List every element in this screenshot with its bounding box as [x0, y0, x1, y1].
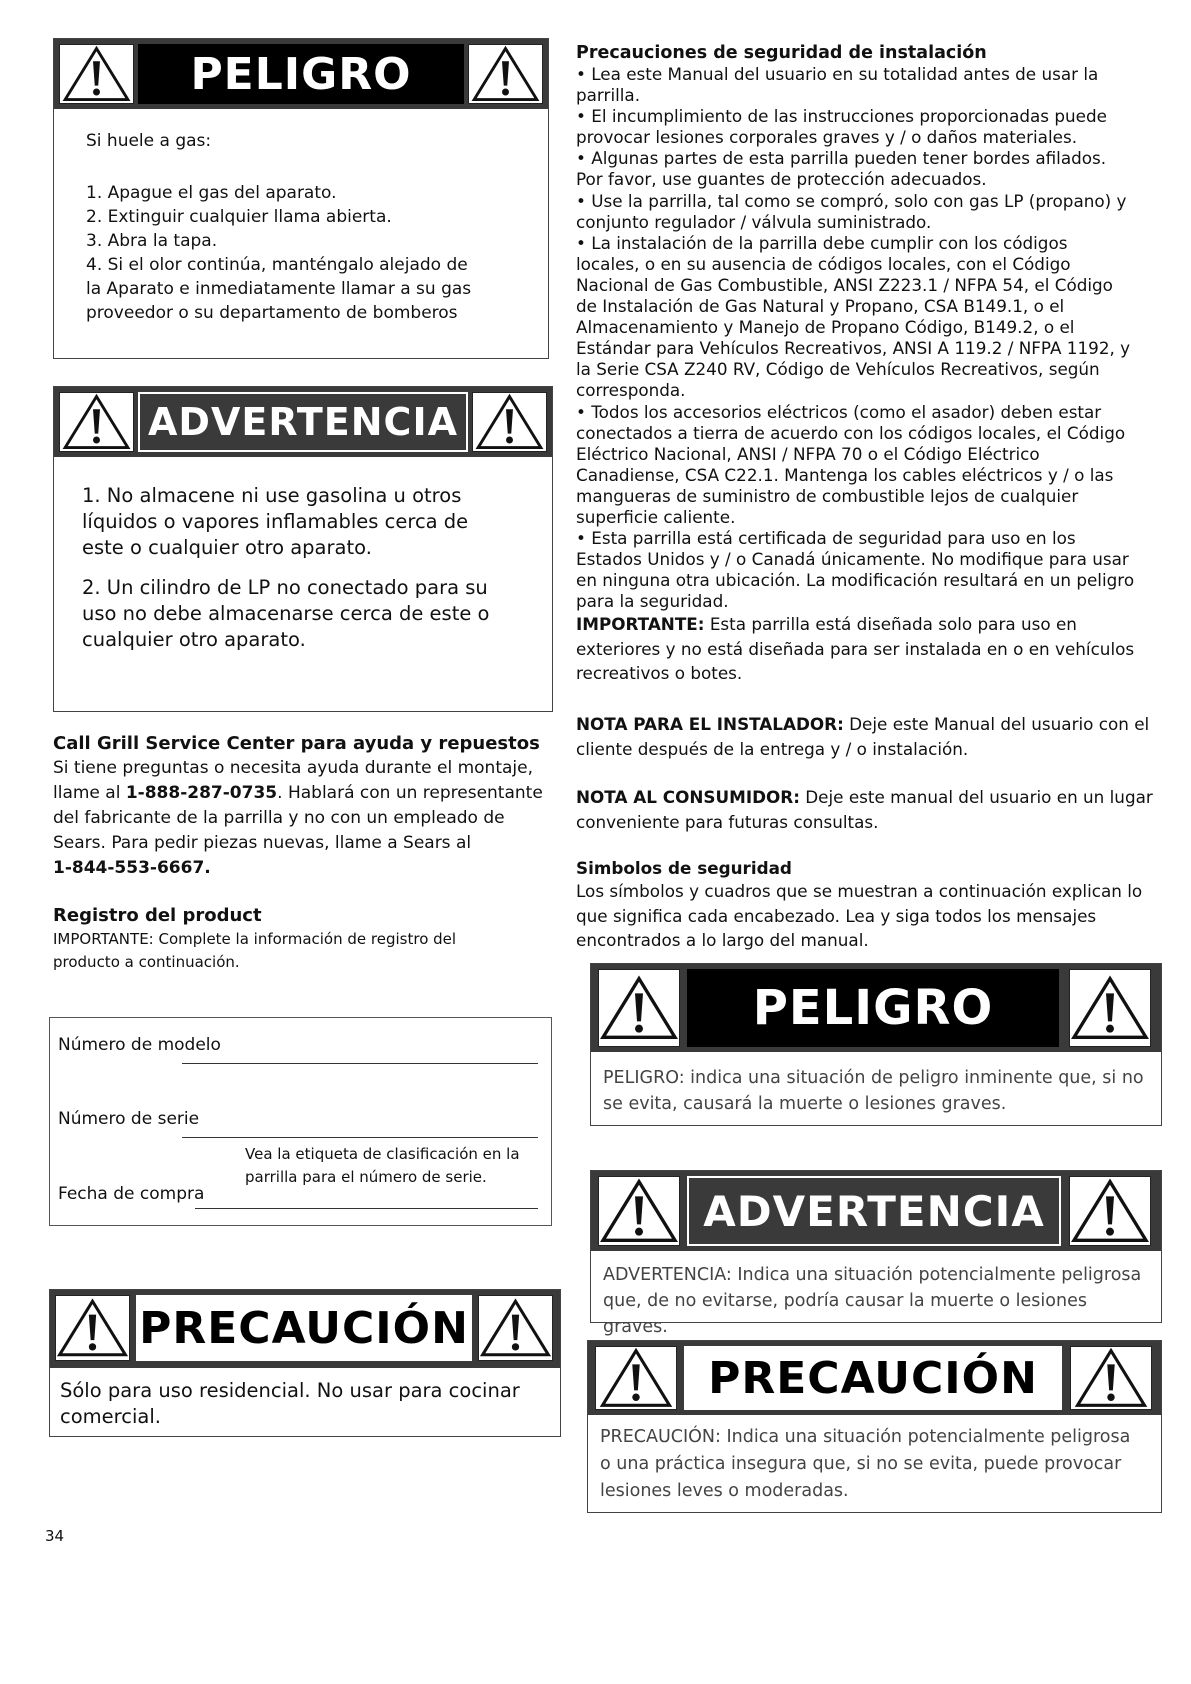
install-section	[576, 42, 1176, 686]
install-line: en ninguna otra ubicación. La modificación resultará en un peligro	[576, 570, 1135, 591]
install-line: • El incumplimiento de las instrucciones proporcionadas puede	[576, 106, 1107, 127]
registration-section	[53, 904, 563, 974]
install-line: conectados a tierra de acuerdo con los códigos locales, el Código	[576, 422, 1126, 443]
caution-definition-line: o una práctica insegura que, si no se evita, puede provocar	[600, 1454, 1122, 1474]
install-line: Estándar para Vehículos Recreativos, ANSI A 119.2 / NFPA 1192, y	[576, 338, 1131, 359]
caution-body	[60, 1378, 552, 1430]
warning-triangle-icon	[598, 1176, 680, 1246]
warning-box-1	[53, 386, 553, 712]
danger-step: la Aparato e inmediatamente llamar a su gas	[86, 279, 472, 299]
service-section	[53, 732, 563, 881]
symbols-line: Los símbolos y cuadros que se muestran a continuación explican lo	[576, 881, 1143, 901]
warning-title: ADVERTENCIA	[687, 1176, 1061, 1246]
warning-triangle-icon	[1070, 1346, 1152, 1410]
warning-triangle-icon	[598, 969, 680, 1047]
symbols-heading: Simbolos de seguridad	[576, 858, 792, 878]
caution-definition-line: PRECAUCIÓN: Indica una situación potencialmente peligrosa	[600, 1427, 1131, 1447]
important-line: recreativos o botes.	[576, 663, 743, 684]
install-line: Almacenamiento y Manejo de Propano Código, B149.2, o el	[576, 317, 1075, 338]
consumer-note: NOTA AL CONSUMIDOR: Deje este manual del usuario en un lugar conveniente para futuras consultas.	[576, 785, 1186, 834]
warning-definition-line: que, de no evitarse, podría causar la muerte o lesiones graves.	[603, 1291, 1087, 1337]
warning-triangle-icon	[1069, 969, 1151, 1047]
caution-line: Sólo para uso residencial. No usar para cocinar	[60, 1379, 520, 1402]
symbols-section	[576, 858, 1186, 953]
install-line: para la seguridad.	[576, 591, 729, 612]
warning-triangle-icon	[595, 1346, 677, 1410]
install-line: Eléctrico Nacional, ANSI / NFPA 70 o el Código Eléctrico	[576, 443, 1040, 464]
warning-line: este o cualquier otro aparato.	[82, 536, 372, 559]
caution-box-1	[49, 1289, 561, 1437]
important-label: IMPORTANTE:	[576, 614, 705, 635]
install-line: • Esta parrilla está certificada de seguridad para uso en los	[576, 528, 1076, 549]
install-line: Estados Unidos y / o Canadá únicamente. No modifique para usar	[576, 549, 1129, 570]
install-line: • Todos los accesorios eléctricos (como el asador) deben estar	[576, 401, 1102, 422]
symbols-line: encontrados a lo largo del manual.	[576, 930, 869, 950]
install-line: parrilla.	[576, 85, 641, 106]
install-important	[576, 612, 1176, 686]
danger-box-1	[53, 38, 549, 359]
install-line: • Algunas partes de esta parrilla pueden tener bordes afilados.	[576, 148, 1107, 169]
warning-triangle-icon	[59, 44, 134, 104]
warning-line: cualquier otro aparato.	[82, 628, 306, 651]
important-line: exteriores y no está diseñada para ser instalada en o en vehículos	[576, 638, 1135, 659]
model-number-line[interactable]	[182, 1063, 538, 1064]
warning-definition-line: ADVERTENCIA: Indica una situación potencialmente peligrosa	[603, 1265, 1142, 1285]
warning-line: uso no debe almacenarse cerca de este o	[82, 602, 490, 625]
warning-triangle-icon	[1069, 1176, 1151, 1246]
caution-title: PRECAUCIÓN	[684, 1346, 1062, 1410]
warning-box-2	[590, 1170, 1162, 1337]
important-line: IMPORTANTE: Esta parrilla está diseñada solo para uso en	[576, 614, 1077, 635]
warning-line: 1. No almacene ni use gasolina u otros	[82, 484, 462, 507]
danger-definition-line: se evita, causará la muerte o lesiones graves.	[603, 1094, 1007, 1114]
service-line: Si tiene preguntas o necesita ayuda durante el montaje,	[53, 758, 533, 778]
danger-step: 4. Si el olor continúa, manténgalo alejado de	[86, 255, 468, 275]
warning-title: ADVERTENCIA	[138, 392, 468, 452]
danger-title: PELIGRO	[687, 969, 1059, 1047]
symbols-line: que significa cada encabezado. Lea y siga todos los mensajes	[576, 905, 1097, 926]
service-line: del fabricante de la parrilla y no con un empleado de	[53, 808, 505, 828]
caution-definition-line: lesiones leves o moderadas.	[600, 1481, 849, 1501]
warning-triangle-icon	[468, 44, 543, 104]
caution-definition	[600, 1424, 1155, 1505]
serial-number-label: Número de serie	[58, 1109, 200, 1129]
installer-note-line: cliente después de la entrega y / o instalación.	[576, 738, 969, 759]
danger-step: proveedor o su departamento de bomberos	[86, 303, 458, 323]
registration-heading: Registro del product	[53, 905, 262, 926]
install-line: mangueras de suministro de combustible lejos de cualquier	[576, 485, 1079, 506]
danger-intro: Si huele a gas:	[86, 131, 212, 151]
caution-line: comercial.	[60, 1405, 161, 1428]
install-line: provocar lesiones corporales graves y / o daños materiales.	[576, 127, 1078, 148]
danger-definition-line: PELIGRO: indica una situación de peligro inminente que, si no	[603, 1068, 1144, 1088]
model-number-label: Número de modelo	[58, 1035, 221, 1055]
page-number: 34	[45, 1527, 65, 1545]
registration-form	[49, 1017, 552, 1226]
service-phone: 1-888-287-0735	[125, 783, 278, 803]
install-line: locales, o en su ausencia de códigos locales, con el Código	[576, 253, 1071, 274]
install-heading: Precauciones de seguridad de instalación	[576, 43, 987, 63]
warning-line: líquidos o vapores inflamables cerca de	[82, 510, 469, 533]
danger-definition	[603, 1065, 1153, 1117]
install-line: de Instalación de Gas Natural y Propano, CSA B149.1, o el	[576, 296, 1065, 317]
install-line: superficie caliente.	[576, 506, 736, 527]
install-line: • La instalación de la parrilla debe cumplir con los códigos	[576, 232, 1068, 253]
consumer-note-label: NOTA AL CONSUMIDOR:	[576, 787, 800, 807]
sears-phone: 1-844-553-6667.	[53, 858, 211, 878]
warning-triangle-icon	[59, 392, 134, 452]
installer-note: NOTA PARA EL INSTALADOR: Deje este Manual del usuario con el cliente después de la entrega y / o instalación.	[576, 712, 1186, 761]
installer-note-label: NOTA PARA EL INSTALADOR:	[576, 714, 844, 734]
serial-number-line[interactable]	[182, 1137, 538, 1138]
danger-box-2	[590, 963, 1162, 1126]
install-line: Por favor, use guantes de protección adecuados.	[576, 169, 987, 190]
danger-step: 1. Apague el gas del aparato.	[86, 183, 337, 203]
install-line: • Lea este Manual del usuario en su totalidad antes de usar la	[576, 64, 1099, 84]
warning-triangle-icon	[55, 1295, 130, 1361]
danger-step: 2. Extinguir cualquier llama abierta.	[86, 207, 392, 227]
registration-line: producto a continuación.	[53, 953, 240, 971]
danger-body	[86, 131, 538, 325]
serial-note: Vea la etiqueta de clasificación en la	[245, 1145, 520, 1163]
danger-step: 3. Abra la tapa.	[86, 231, 218, 251]
consumer-note-line: conveniente para futuras consultas.	[576, 811, 879, 832]
install-line: conjunto regulador / válvula suministrado.	[576, 211, 932, 232]
service-line: llame al 1-888-287-0735. Hablará con un representante	[53, 783, 543, 803]
registration-line: IMPORTANTE: Complete la información de registro del	[53, 930, 457, 948]
caution-box-2	[587, 1340, 1162, 1513]
danger-title: PELIGRO	[138, 44, 464, 104]
caution-title: PRECAUCIÓN	[136, 1295, 472, 1361]
install-line: Nacional de Gas Combustible, ANSI Z223.1 / NFPA 54, el Código	[576, 274, 1113, 295]
warning-line: 2. Un cilindro de LP no conectado para su	[82, 576, 488, 599]
install-line: • Use la parrilla, tal como se compró, solo con gas LP (propano) y	[576, 190, 1127, 211]
install-line: corresponda.	[576, 380, 686, 401]
purchase-date-label: Fecha de compra	[58, 1184, 205, 1204]
service-line: Sears. Para pedir piezas nuevas, llame a Sears al	[53, 833, 472, 853]
warning-body	[82, 483, 542, 653]
warning-triangle-icon	[478, 1295, 553, 1361]
service-heading: Call Grill Service Center para ayuda y repuestos	[53, 733, 540, 754]
install-line: la Serie CSA Z240 RV, Código de Vehículos Recreativos, según	[576, 359, 1100, 380]
install-list	[576, 64, 1176, 612]
serial-note: parrilla para el número de serie.	[245, 1168, 487, 1186]
install-line: Canadiense, CSA C22.1. Mantenga los cables eléctricos y / o las	[576, 464, 1114, 485]
purchase-date-line[interactable]	[195, 1208, 538, 1209]
warning-definition	[603, 1262, 1155, 1340]
warning-triangle-icon	[472, 392, 547, 452]
